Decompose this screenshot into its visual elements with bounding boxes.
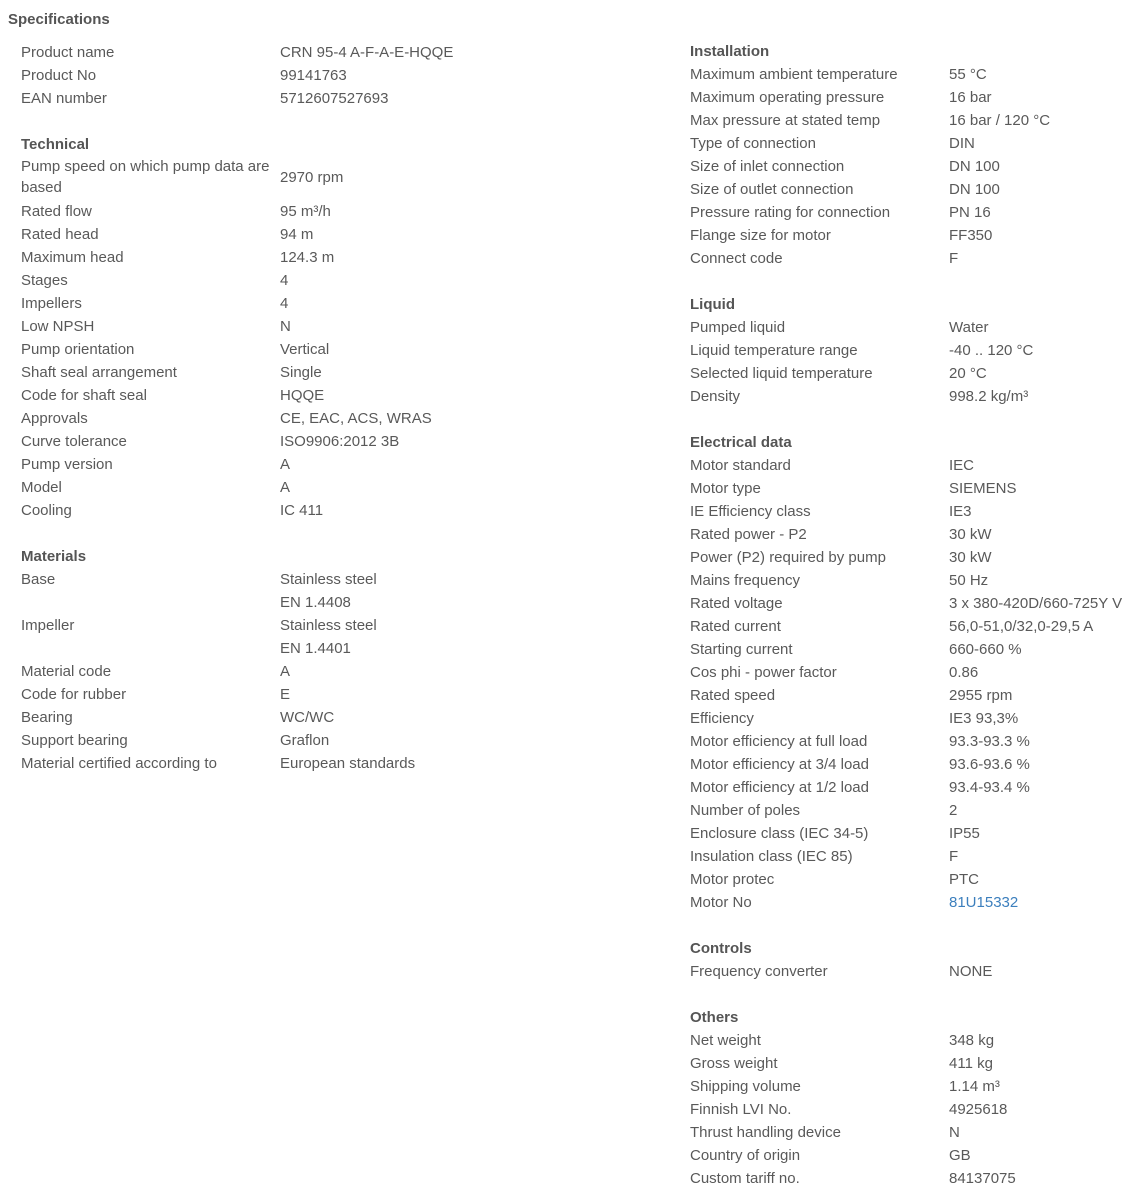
spec-value: HQQE [280,387,325,404]
spec-label: Rated speed [690,687,776,704]
spec-value: A [280,456,291,473]
spec-value: 4925618 [949,1101,1008,1118]
spec-label: Mains frequency [690,572,801,589]
spec-label: IE Efficiency class [690,503,811,520]
spec-value: DN 100 [949,181,1000,198]
spec-value: 4 [280,295,289,312]
spec-label: Size of inlet connection [690,158,845,175]
spec-label: Motor No [690,894,752,911]
section-heading-others: Others [690,1009,739,1026]
spec-value: IEC [949,457,975,474]
spec-label: Custom tariff no. [690,1170,800,1187]
spec-label: Type of connection [690,135,816,152]
spec-value: 3 x 380-420D/660-725Y V [949,595,1123,612]
spec-value: 2 [949,802,958,819]
spec-value: A [280,663,291,680]
spec-value: 2970 rpm [280,169,344,186]
spec-value: 55 °C [949,66,987,83]
spec-value: -40 .. 120 °C [949,342,1034,359]
spec-value: 2955 rpm [949,687,1013,704]
spec-label: Approvals [21,410,88,427]
spec-value: N [280,318,291,335]
spec-value: IE3 93,3% [949,710,1019,727]
spec-value: 124.3 m [280,249,335,266]
spec-label: Maximum operating pressure [690,89,885,106]
spec-label: Motor efficiency at 1/2 load [690,779,869,796]
spec-label: Material certified according to [21,755,217,772]
spec-label: Shaft seal arrangement [21,364,177,381]
spec-value: European standards [280,755,416,772]
spec-value: F [949,250,959,267]
spec-label: Enclosure class (IEC 34-5) [690,825,869,842]
spec-value: Water [949,319,989,336]
spec-value: 411 kg [949,1055,993,1072]
spec-value: 16 bar [949,89,992,106]
spec-label: Rated head [21,226,99,243]
spec-label: Connect code [690,250,783,267]
spec-label: Power (P2) required by pump [690,549,886,566]
spec-label: Pressure rating for connection [690,204,891,221]
spec-label: Cooling [21,502,72,519]
spec-label: Motor efficiency at full load [690,733,868,750]
spec-label: Curve tolerance [21,433,127,450]
spec-label: Product name [21,44,115,61]
spec-label: Base [21,571,56,588]
spec-value: N [949,1124,960,1141]
spec-label: Flange size for motor [690,227,831,244]
spec-value: NONE [949,963,993,980]
spec-label: Pump version [21,456,113,473]
spec-label: Finnish LVI No. [690,1101,792,1118]
spec-label: Code for rubber [21,686,127,703]
spec-value: EN 1.4408 [280,594,351,611]
spec-label: Stages [21,272,68,289]
spec-value: 20 °C [949,365,987,382]
spec-value: 0.86 [949,664,979,681]
spec-value: 93.3-93.3 % [949,733,1030,750]
spec-label: Support bearing [21,732,128,749]
spec-value: Stainless steel [280,617,377,634]
spec-label: Liquid temperature range [690,342,858,359]
spec-label: Motor standard [690,457,791,474]
spec-label: Pump speed on which pump data are based [21,158,270,196]
spec-value: 998.2 kg/m³ [949,388,1029,405]
spec-label: Low NPSH [21,318,95,335]
spec-value: 84137075 [949,1170,1016,1187]
spec-value: 56,0-51,0/32,0-29,5 A [949,618,1094,635]
spec-label: Impeller [21,617,75,634]
spec-label: Size of outlet connection [690,181,854,198]
section-heading-controls: Controls [690,940,752,957]
spec-value: 93.4-93.4 % [949,779,1030,796]
spec-value: 5712607527693 [280,90,389,107]
spec-label: Material code [21,663,112,680]
spec-label: Code for shaft seal [21,387,147,404]
spec-value: F [949,848,959,865]
spec-value: Single [280,364,322,381]
spec-label: Density [690,388,741,405]
section-heading-technical: Technical [21,136,90,153]
spec-value: Graflon [280,732,330,749]
spec-value: Vertical [280,341,330,358]
spec-value: 660-660 % [949,641,1022,658]
motor-number-link[interactable]: 81U15332 [949,894,1019,911]
spec-label: Cos phi - power factor [690,664,837,681]
spec-value: IC 411 [280,502,324,519]
spec-label: Product No [21,67,97,84]
spec-value: 348 kg [949,1032,995,1049]
spec-label: Net weight [690,1032,761,1049]
spec-label: Model [21,479,62,496]
spec-value: CE, EAC, ACS, WRAS [280,410,432,427]
spec-label: Rated voltage [690,595,783,612]
spec-label: Maximum head [21,249,124,266]
spec-value: DIN [949,135,975,152]
spec-label: Maximum ambient temperature [690,66,898,83]
spec-label: Motor efficiency at 3/4 load [690,756,869,773]
spec-value: SIEMENS [949,480,1017,497]
spec-label: Rated current [690,618,781,635]
spec-label: Rated power - P2 [690,526,807,543]
spec-label: Motor type [690,480,761,497]
spec-label: Motor protec [690,871,775,888]
spec-value: 1.14 m³ [949,1078,1000,1095]
spec-value: PTC [949,871,979,888]
spec-value: 4 [280,272,289,289]
spec-label: Rated flow [21,203,92,220]
spec-label: Gross weight [690,1055,778,1072]
spec-value: 99141763 [280,67,347,84]
spec-label: Efficiency [690,710,754,727]
spec-value: E [280,686,291,703]
spec-label: Bearing [21,709,73,726]
section-heading-materials: Materials [21,548,87,565]
spec-value: GB [949,1147,971,1164]
spec-value: WC/WC [280,709,335,726]
spec-label: Pumped liquid [690,319,786,336]
spec-value: EN 1.4401 [280,640,351,657]
spec-value: IE3 [949,503,972,520]
spec-label: Pump orientation [21,341,135,358]
spec-label: Frequency converter [690,963,828,980]
spec-label: Country of origin [690,1147,801,1164]
spec-value: 95 m³/h [280,203,331,220]
spec-value: Stainless steel [280,571,377,588]
spec-label: Number of poles [690,802,801,819]
spec-value: 30 kW [949,526,992,543]
section-heading-liquid: Liquid [690,296,735,313]
spec-value: 50 Hz [949,572,989,589]
spec-value: FF350 [949,227,993,244]
spec-value: A [280,479,291,496]
spec-label: Insulation class (IEC 85) [690,848,853,865]
spec-label: EAN number [21,90,107,107]
spec-value: DN 100 [949,158,1000,175]
spec-value: CRN 95-4 A-F-A-E-HQQE [280,44,454,61]
section-heading-electrical-data: Electrical data [690,434,792,451]
section-heading-installation: Installation [690,43,770,60]
spec-value: 30 kW [949,549,992,566]
spec-value: ISO9906:2012 3B [280,433,400,450]
spec-label: Shipping volume [690,1078,801,1095]
spec-label: Thrust handling device [690,1124,841,1141]
spec-value: PN 16 [949,204,991,221]
spec-label: Starting current [690,641,793,658]
spec-label: Selected liquid temperature [690,365,873,382]
spec-label: Max pressure at stated temp [690,112,881,129]
spec-label: Impellers [21,295,82,312]
spec-value: 93.6-93.6 % [949,756,1030,773]
spec-value: 94 m [280,226,314,243]
spec-value: 16 bar / 120 °C [949,112,1051,129]
spec-value: IP55 [949,825,980,842]
page-title: Specifications [8,11,110,28]
